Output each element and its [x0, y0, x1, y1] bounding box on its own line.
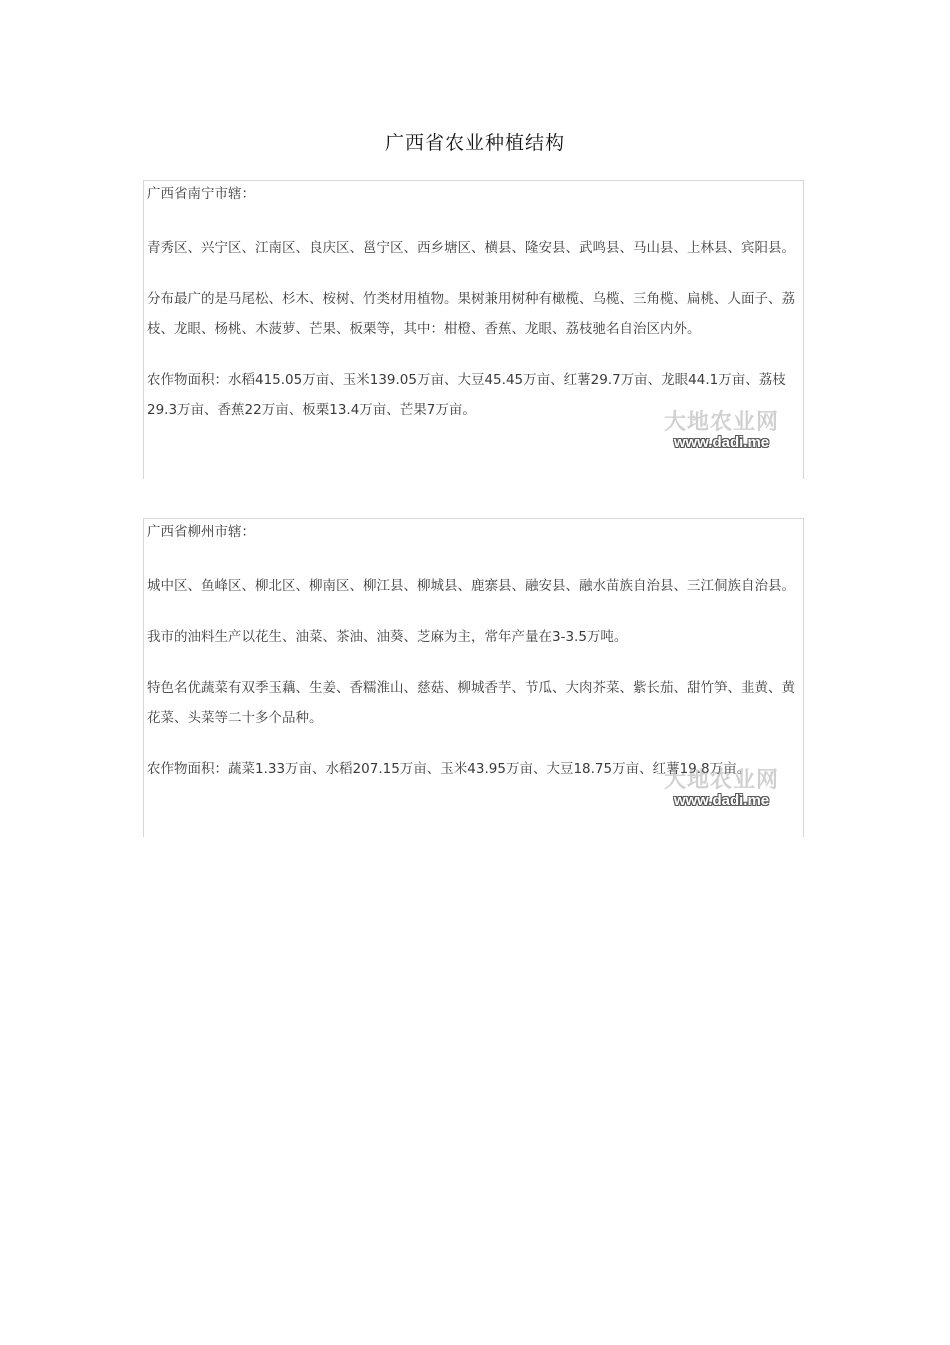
section-paragraph: 农作物面积：蔬菜1.33万亩、水稻207.15万亩、玉米43.95万亩、大豆18.75万亩、红薯19.8万亩。 [147, 761, 751, 777]
watermark-brand: 大地农业网 [663, 410, 779, 435]
section-paragraph: 城中区、鱼峰区、柳北区、柳南区、柳江县、柳城县、鹿寨县、融安县、融水苗族自治县、三江侗族自治县。 [147, 578, 795, 594]
section-nanning [143, 180, 804, 479]
section-paragraph: 分布最广的是马尾松、杉木、桉树、竹类材用植物。果树兼用树种有橄榄、乌榄、三角榄、扁桃、人面子、荔枝、龙眼、杨桃、木菠萝、芒果、板栗等，其中：柑橙、香蕉、龙眼、荔枝驰名自治区内外。 [147, 291, 795, 337]
section-liuzhou [143, 518, 804, 837]
watermark-url: www.dadi.me [673, 434, 770, 451]
section-heading: 广西省南宁市辖： [147, 186, 255, 202]
watermark-url: www.dadi.me [673, 792, 770, 809]
section-paragraph: 我市的油料生产以花生、油菜、茶油、油葵、芝麻为主，常年产量在3-3.5万吨。 [147, 629, 628, 645]
section-paragraph: 青秀区、兴宁区、江南区、良庆区、邕宁区、西乡塘区、横县、隆安县、武鸣县、马山县、上林县、宾阳县。 [147, 240, 795, 256]
section-paragraph: 特色名优蔬菜有双季玉藕、生姜、香糯淮山、慈菇、柳城香芋、节瓜、大肉芥菜、紫长茄、甜竹笋、韭黄、黄花菜、头菜等二十多个品种。 [147, 680, 795, 726]
watermark-brand: 大地农业网 [663, 768, 779, 793]
section-paragraph: 农作物面积：水稻415.05万亩、玉米139.05万亩、大豆45.45万亩、红薯29.7万亩、龙眼44.1万亩、荔枝29.3万亩、香蕉22万亩、板栗13.4万亩、芒果7万亩。 [147, 372, 786, 418]
section-heading: 广西省柳州市辖： [147, 524, 255, 540]
document-title: 广西省农业种植结构 [384, 132, 565, 154]
